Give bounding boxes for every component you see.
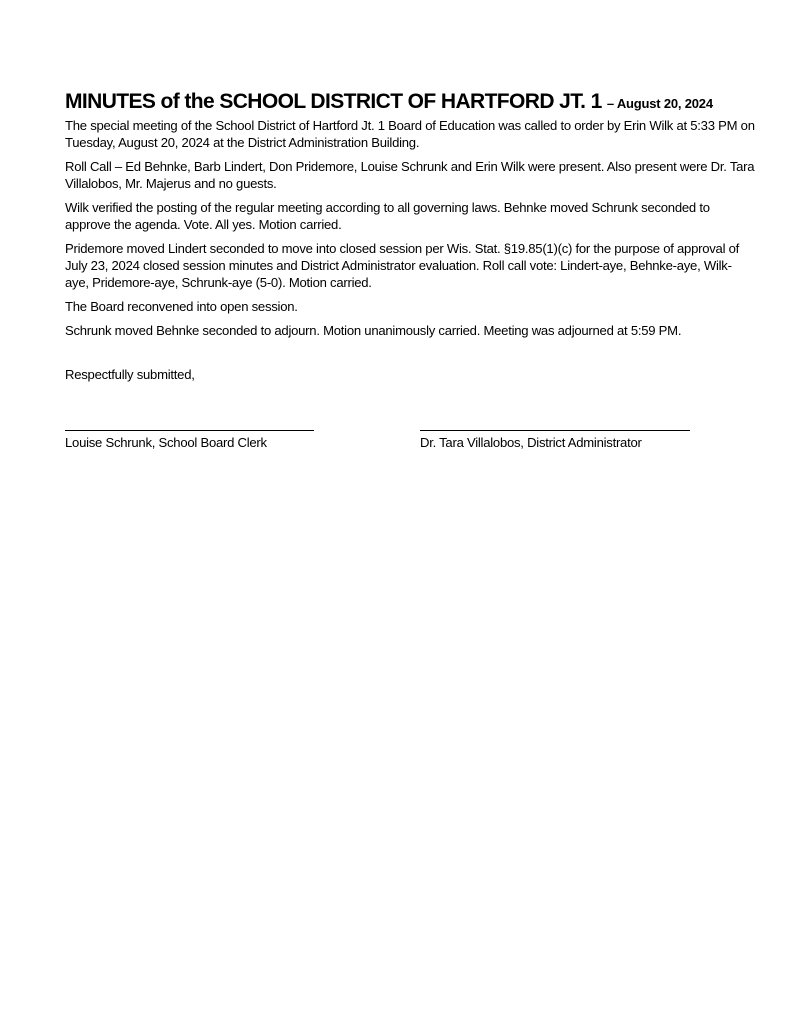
meeting-date: – August 20, 2024 [606,96,713,111]
title-text: MINUTES of the SCHOOL DISTRICT OF HARTFORD JT. 1 [65,90,602,113]
signature-name-administrator: Dr. Tara Villalobos, District Administrator [420,435,642,450]
signature-name-clerk: Louise Schrunk, School Board Clerk [65,435,267,450]
signature-line [420,430,690,431]
paragraph-roll-call: Roll Call – Ed Behnke, Barb Lindert, Don Pridemore, Louise Schrunk and Erin Wilk were present. Also present were Dr. Tara Villalobos, Mr. Majerus and no guests. [65,159,755,191]
signature-block-administrator [420,430,690,451]
minutes-document [65,88,755,383]
closing-text: Respectfully submitted, [65,367,195,382]
paragraph-call-to-order: The special meeting of the School District of Hartford Jt. 1 Board of Education was called to order by Erin Wilk at 5:33 PM on Tuesday, August 20, 2024 at the District Administration Building. [65,118,755,150]
paragraph-closed-session: Pridemore moved Lindert seconded to move into closed session per Wis. Stat. §19.85(1)(c) for the purpose of approval of July 23, 2024 closed session minutes and District Administrator evaluation. Roll call vote: Lindert-aye, Behnke-aye, Wilk-aye, Pridemore-aye, Schrunk-aye (5-0). Motion carried. [65,241,740,290]
signature-block-clerk [65,430,314,451]
paragraph-open-session: The Board reconvened into open session. [65,299,298,314]
paragraph-adjournment: Schrunk moved Behnke seconded to adjourn. Motion unanimously carried. Meeting was adjourned at 5:59 PM. [65,323,682,338]
document-title [65,88,755,117]
signature-line [65,430,314,431]
paragraph-agenda-approval: Wilk verified the posting of the regular meeting according to all governing laws. Behnke moved Schrunk seconded to approve the agenda. Vote. All yes. Motion carried. [65,200,710,232]
